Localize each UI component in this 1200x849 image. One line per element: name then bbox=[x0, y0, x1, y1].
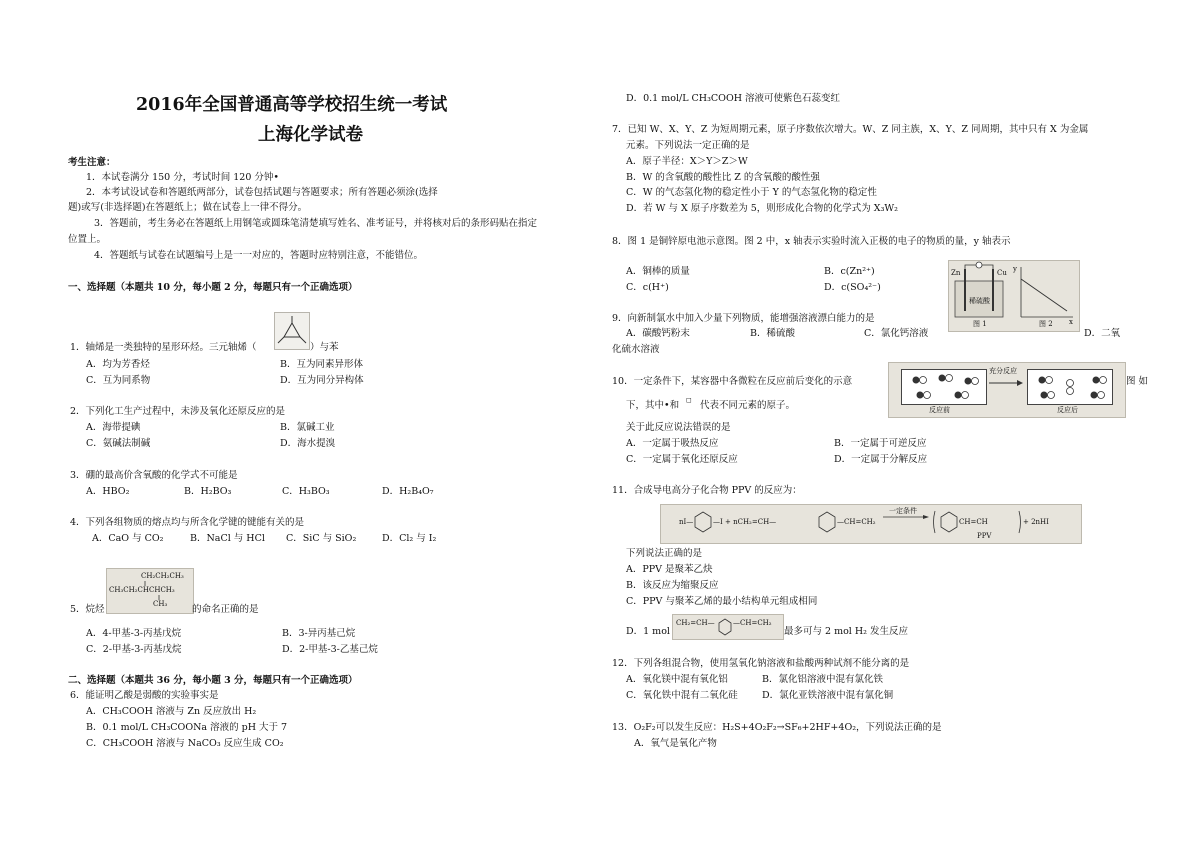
q10-arrow-label: 充分反应 bbox=[989, 367, 1017, 375]
q8-stem: 8．图 1 是铜锌原电池示意图。图 2 中，x 轴表示实验时流入正极的电子的物质的量，y 轴表示 bbox=[612, 236, 1011, 247]
q12-option-b: B．氯化铝溶液中混有氯化铁 bbox=[762, 674, 883, 685]
q2-option-c: C．氨碱法制碱 bbox=[86, 438, 151, 449]
q5-formula-line3: CH₃ bbox=[153, 600, 168, 608]
q4-option-d: D．Cl₂ 与 I₂ bbox=[382, 533, 437, 544]
q10-option-c: C．一定属于氧化还原反应 bbox=[626, 454, 738, 465]
q11-stem: 11．合成导电高分子化合物 PPV 的反应为： bbox=[612, 485, 802, 496]
q3-option-c: C．H₃BO₃ bbox=[282, 486, 330, 497]
q10-option-b: B．一定属于可逆反应 bbox=[834, 438, 927, 449]
section-2-heading: 二、选择题（本题共 36 分，每小题 3 分，每题只有一个正确选项） bbox=[68, 675, 358, 686]
q11-option-d-formula-a: CH₂=CH— bbox=[676, 619, 715, 627]
q11-reactant-2: —CH=CH₂ bbox=[837, 518, 876, 526]
q8-x-axis-label: x bbox=[1069, 318, 1073, 326]
q3-option-b: B．H₂BO₃ bbox=[184, 486, 232, 497]
q9-stem: 9．向新制氯水中加入少量下列物质，能增强溶液漂白能力的是 bbox=[612, 313, 875, 324]
notice-3a: 3．答题前，考生务必在答题纸上用钢笔或圆珠笔清楚填写姓名、准考证号，并将核对后的条形码贴在指定 bbox=[94, 218, 538, 229]
q2-option-b: B．氯碱工业 bbox=[280, 422, 335, 433]
q11-option-d-b: 最多可与 2 mol H₂ 发生反应 bbox=[784, 626, 908, 637]
q2-option-d: D．海水提溴 bbox=[280, 438, 336, 449]
q11-product-unit: CH=CH bbox=[959, 518, 988, 526]
q10-white-atom-symbol: ◻ bbox=[686, 396, 692, 404]
q8-zn-label: Zn bbox=[951, 269, 961, 277]
notice-heading: 考生注意： bbox=[68, 157, 116, 168]
q10-stem-c: 下，其中•和 bbox=[626, 400, 680, 411]
q5-option-d: D．2-甲基-3-乙基己烷 bbox=[282, 644, 378, 655]
q1-triaxialene-figure bbox=[274, 312, 310, 350]
q3-stem: 3．硼的最高价含氧酸的化学式不可能是 bbox=[70, 470, 238, 481]
q8-option-a: A．铜棒的质量 bbox=[626, 266, 690, 277]
notice-2b: 题)或写(非选择题)在答题纸上；做在试卷上一律不得分。 bbox=[68, 202, 308, 213]
q6-option-d: D．0.1 mol/L CH₃COOH 溶液可使紫色石蕊变红 bbox=[626, 93, 841, 104]
q6-option-b: B．0.1 mol/L CH₃COONa 溶液的 pH 大于 7 bbox=[86, 722, 288, 733]
q8-option-c: C．c(H⁺) bbox=[626, 282, 669, 293]
q11-option-d-a: D．1 mol bbox=[626, 626, 670, 637]
q6-stem: 6．能证明乙酸是弱酸的实验事实是 bbox=[70, 690, 219, 701]
q13-stem: 13．O₂F₂可以发生反应：H₂S+4O₂F₂→SF₆+2HF+4O₂，下列说法正确的是 bbox=[612, 722, 942, 733]
q5-alkane-structure-figure bbox=[106, 568, 194, 614]
q2-stem: 2．下列化工生产过程中，未涉及氧化还原反应的是 bbox=[70, 406, 286, 417]
q10-option-d: D．一定属于分解反应 bbox=[834, 454, 928, 465]
q12-option-a: A．氧化镁中混有氧化铝 bbox=[626, 674, 728, 685]
section-1-heading: 一、选择题（本题共 10 分，每小题 2 分，每题只有一个正确选项） bbox=[68, 282, 358, 293]
q8-acid-label: 稀硫酸 bbox=[969, 297, 990, 305]
q5-formula-line1: CH₂CH₂CH₃ bbox=[141, 572, 184, 580]
q5-option-c: C．2-甲基-3-丙基戊烷 bbox=[86, 644, 182, 655]
q11-byproduct: + 2nHI bbox=[1023, 518, 1049, 526]
q11-option-b: B．该反应为缩聚反应 bbox=[626, 580, 719, 591]
notice-3b: 位置上。 bbox=[68, 234, 107, 245]
q4-option-b: B．NaCl 与 HCl bbox=[190, 533, 265, 544]
q10-option-a: A．一定属于吸热反应 bbox=[626, 438, 719, 449]
notice-1: 1．本试卷满分 150 分，考试时间 120 分钟• bbox=[86, 172, 279, 183]
q7-option-c: C．W 的气态氢化物的稳定性小于 Y 的气态氢化物的稳定性 bbox=[626, 187, 877, 198]
q10-reaction-figure bbox=[888, 362, 1126, 418]
q7-stem-a: 7．已知 W、X、Y、Z 为短周期元素，原子序数依次增大。W、Z 同主族，X、Y、Z 同周期，其中只有 X 为金属 bbox=[612, 124, 1089, 135]
q7-option-b: B．W 的含氧酸的酸性比 Z 的含氧酸的酸性强 bbox=[626, 172, 820, 183]
q6-option-c: C．CH₃COOH 溶液与 NaCO₃ 反应生成 CO₂ bbox=[86, 738, 284, 749]
q8-fig1-caption: 图 1 bbox=[973, 320, 987, 328]
q11-option-c: C．PPV 与聚苯乙烯的最小结构单元组成相同 bbox=[626, 596, 818, 607]
q11-reactant-1a: nI— bbox=[679, 518, 694, 526]
notice-4: 4．答题纸与试卷在试题编号上是一一对应的，答题时应特别注意，不能错位。 bbox=[94, 250, 424, 261]
q1-option-d: D．互为同分异构体 bbox=[280, 375, 364, 386]
page-title-line2: 上海化学试卷 bbox=[258, 125, 363, 145]
q4-stem: 4．下列各组物质的熔点均与所含化学键的键能有关的是 bbox=[70, 517, 305, 528]
q10-after-box bbox=[1027, 369, 1113, 405]
q11-condition: 一定条件 bbox=[889, 507, 917, 515]
q10-after-caption: 反应后 bbox=[1057, 406, 1078, 414]
q9-option-c: C．氯化钙溶液 bbox=[864, 328, 929, 339]
q3-option-a: A．HBO₂ bbox=[86, 486, 130, 497]
q4-option-a: A．CaO 与 CO₂ bbox=[92, 533, 164, 544]
q8-option-b: B．c(Zn²⁺) bbox=[824, 266, 875, 277]
page-title-line1: 2016年全国普通高等学校招生统一考试 bbox=[136, 95, 448, 115]
q11-sub-stem: 下列说法正确的是 bbox=[626, 548, 703, 559]
q10-stem-b: 图 如 bbox=[1126, 376, 1149, 387]
q6-option-a: A．CH₃COOH 溶液与 Zn 反应放出 H₂ bbox=[86, 706, 257, 717]
q5-stem-b: 的命名正确的是 bbox=[192, 604, 259, 615]
q1-stem-a: 1．轴烯是一类独特的星形环烃。三元轴烯（ bbox=[70, 342, 257, 353]
q11-option-d-formula-b: —CH=CH₂ bbox=[733, 619, 772, 627]
q12-option-d: D．氯化亚铁溶液中混有氯化铜 bbox=[762, 690, 894, 701]
q3-option-d: D．H₂B₄O₇ bbox=[382, 486, 434, 497]
q8-cu-label: Cu bbox=[997, 269, 1007, 277]
q10-before-caption: 反应前 bbox=[929, 406, 950, 414]
q10-stem-e: 关于此反应说法错误的是 bbox=[626, 422, 731, 433]
q5-bond-lines bbox=[107, 569, 193, 613]
q8-option-d: D．c(SO₄²⁻) bbox=[824, 282, 881, 293]
q5-stem-a: 5．烷烃 bbox=[70, 604, 105, 615]
q7-option-d: D．若 W 与 X 原子序数差为 5，则形成化合物的化学式为 X₃W₂ bbox=[626, 203, 898, 214]
triaxialene-structure bbox=[275, 313, 309, 349]
q13-option-a: A．氧气是氧化产物 bbox=[634, 738, 717, 749]
q4-option-c: C．SiC 与 SiO₂ bbox=[286, 533, 357, 544]
q11-ppv-label: PPV bbox=[977, 532, 992, 540]
q8-y-axis-label: y bbox=[1013, 265, 1017, 273]
q11-option-a: A．PPV 是聚苯乙炔 bbox=[626, 564, 713, 575]
q11-ppv-reaction-figure bbox=[660, 504, 1082, 544]
q8-cell-and-graph-figure bbox=[948, 260, 1080, 332]
q1-stem-b: ）与苯 bbox=[310, 342, 339, 353]
q8-fig2-caption: 图 2 bbox=[1039, 320, 1053, 328]
q12-stem: 12．下列各组混合物，使用氢氧化钠溶液和盐酸两种试剂不能分离的是 bbox=[612, 658, 910, 669]
q1-option-b: B．互为同素异形体 bbox=[280, 359, 363, 370]
q10-after-particles bbox=[1028, 370, 1112, 404]
q10-stem-a: 10．一定条件下，某容器中各微粒在反应前后变化的示意 bbox=[612, 376, 853, 387]
notice-2a: 2．本考试设试卷和答题纸两部分，试卷包括试题与答题要求；所有答题必须涂(选择 bbox=[86, 187, 438, 198]
q10-stem-d: 代表不同元素的原子。 bbox=[700, 400, 796, 411]
q5-option-b: B．3-异丙基己烷 bbox=[282, 628, 356, 639]
q1-option-c: C．互为同系物 bbox=[86, 375, 151, 386]
q11-divinylbenzene-figure bbox=[672, 614, 784, 640]
q2-option-a: A．海带提碘 bbox=[86, 422, 141, 433]
q7-option-a: A．原子半径：X＞Y＞Z＞W bbox=[626, 156, 748, 167]
q1-option-a: A．均为芳香烃 bbox=[86, 359, 150, 370]
q5-formula-line2: CH₃CH₂CHCHCH₃ bbox=[109, 586, 175, 594]
q9-option-d-a: D．二氧 bbox=[1084, 328, 1121, 339]
q9-option-b: B．稀硫酸 bbox=[750, 328, 795, 339]
q7-stem-b: 元素。下列说法一定正确的是 bbox=[626, 140, 750, 151]
q12-option-c: C．氧化铁中混有二氧化硅 bbox=[626, 690, 738, 701]
q9-option-a: A．碳酸钙粉末 bbox=[626, 328, 690, 339]
q9-option-d-b: 化硫水溶液 bbox=[612, 344, 660, 355]
q5-option-a: A．4-甲基-3-丙基戊烷 bbox=[86, 628, 182, 639]
q11-reactant-1b: —I + nCH₂=CH— bbox=[713, 518, 777, 526]
